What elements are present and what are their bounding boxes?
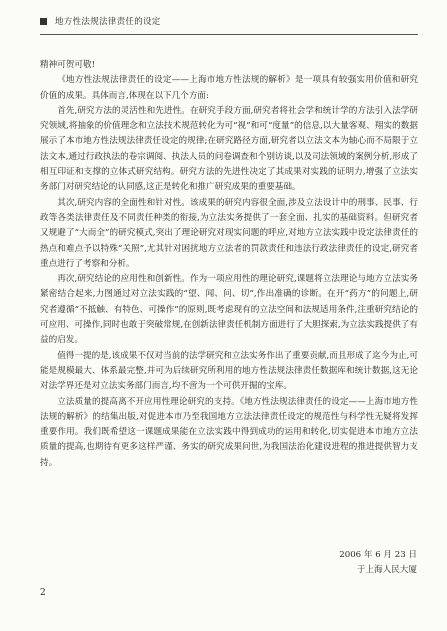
signature-block [339,548,417,578]
square-bullet-icon [40,18,47,25]
running-header [40,12,418,35]
paragraph: 再次,研究结论的应用性和创新性。作为一项应用性的理论研究,课题将立法理论与地方立法实务紧密结合起来,力图通过对立法实践的“望、闻、问、切”,作出准确的诊断。在开“药方”的问题上,研究者遵循“不抵触、有特色、可操作”的原则,既考虑现有的立法空间和法规适用条件,注重研究结论的可应用、可操作,同时也敢于突破常规,在创新法律责任机制方面进行了大胆探索,为立法实践提供了有益的启发。 [40,274,418,346]
running-title: 地方性法规法律责任的设定 [55,17,161,27]
paragraph: 值得一提的是,该成果不仅对当前的法学研究和立法实务作出了重要贡献,而且形成了迄今为止,可能是规模最大、体系最完整,并可为后续研究所利用的地方性法规法律责任数据库和统计数据,这无论对法学界还是对立法实务部门而言,均不啻为一个可供开掘的宝库。 [40,350,418,392]
signature-date: 2006 年 6 月 23 日 [339,550,417,560]
paragraph: 立法质量的提高离不开应用性理论研究的支持。《地方性法规法律责任的设定——上海市地方性法规的解析》的结集出版,对促进本市乃至我国地方立法法律责任设定的规范性与科学性无疑将发挥重要作用。我们既希望这一课题成果能在立法实践中得到成功的运用和转化,切实促进本市地方立法质量的提高,也期待有更多这样严谨、务实的研究成果问世,为我国法治化建设进程的推进提供智力支持。 [40,396,418,468]
paragraph: 《地方性法规法律责任的设定——上海市地方性法规的解析》是一项具有较强实用价值和研究价值的成果。具体而言,体现在以下几个方面: [40,75,418,101]
signature-place: 于上海人民大厦 [356,565,417,575]
page-number: 2 [40,588,46,598]
body-text [40,58,418,471]
opening-line: 精神可贺可敬! [40,60,96,70]
paragraph: 其次,研究内容的全面性和针对性。该成果的研究内容很全面,涉及立法设计中的刑事、民事、行政等各类法律责任及不同责任种类的衔接,为立法实务提供了一套全面、扎实的基础资料。但研究者又规避了“大而全”的研究模式,突出了理论研究对现实问题的呼应,对地方立法实践中设定法律责任的热点和难点予以特殊“关照”,尤其针对困扰地方立法者的罚款责任和违法行政法律责任的设定,研究者重点进行了考察和分析。 [40,197,418,269]
paragraph: 首先,研究方法的灵活性和先进性。在研究手段方面,研究者将社会学和统计学的方法引入法学研究领域,将抽象的价值理念和立法技术规范转化为可“视”和可“度量”的信息,以大量客观、翔实的数据展示了本市地方性法规法律责任设定的规律;在研究路径方面,研究者以立法文本为轴心而不局限于立法文本,通过行政执法的卷宗调阅、执法人员的问卷调查和个别访谈,以及司法领域的案例分析,形成了相互印证和支撑的立体式研究结构。研究方法的先进性决定了其成果对实践的证明力,增强了立法实务部门对研究结论的认同感,这正是转化和推广研究成果的重要基础。 [40,105,418,193]
